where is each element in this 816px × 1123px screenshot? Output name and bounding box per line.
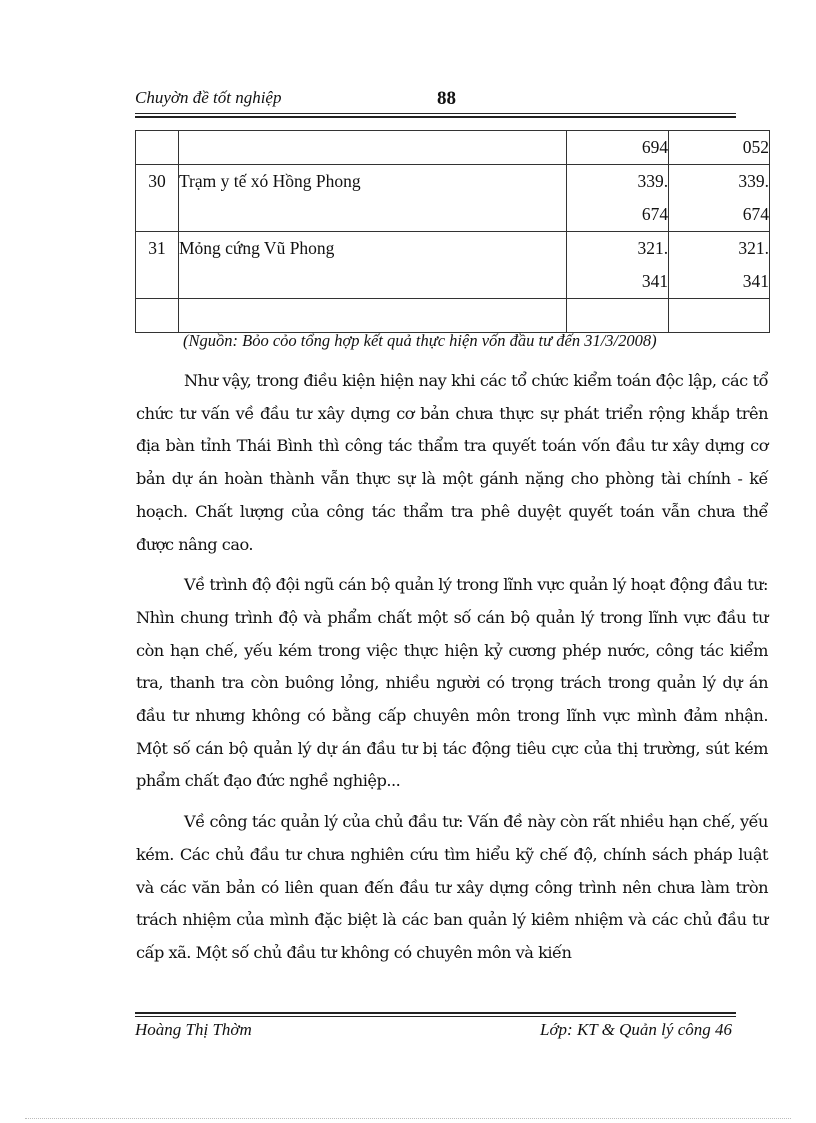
stt-cell <box>136 131 179 165</box>
table-row <box>136 131 770 165</box>
value-cell: 339. 674 <box>567 165 669 232</box>
page-number: 88 <box>437 88 456 109</box>
project-name-cell <box>178 299 566 333</box>
project-name-cell: Mỏng cứng Vũ Phong <box>178 232 566 299</box>
value-cell <box>669 299 770 333</box>
project-name-cell: Trạm y tế xó Hồng Phong <box>178 165 566 232</box>
footer-class: Lớp: KT & Quản lý công 46 <box>540 1020 732 1039</box>
value-cell <box>567 299 669 333</box>
page-edge-divider <box>25 1118 791 1119</box>
paragraph: Về trình độ đội ngũ cán bộ quản lý trong lĩnh vực quản lý hoạt động đầu tư: Nhìn chung trình độ và phẩm chất một số cán bộ quản lý trong lĩnh vực đầu tư còn hạn chế, yếu kém trong việc thực hiện kỷ cương phép nước, công tác kiểm tra, thanh tra còn buông lỏng, nhiều người có trọng trách trong quản lý dự án đầu tư nhưng không có bằng cấp chuyên môn trong lĩnh vực mình đảm nhận. Một số cán bộ quản lý dự án đầu tư bị tác động tiêu cực của thị trường, sút kém phẩm chất đạo đức nghề nghiệp... <box>136 575 768 791</box>
value-cell: 052 <box>669 131 770 165</box>
stt-cell: 30 <box>136 165 179 232</box>
value-cell: 321. 341 <box>567 232 669 299</box>
document-title: Chuyờn đề tốt nghiệp <box>135 88 282 107</box>
table-row <box>136 299 770 333</box>
table-source-note: (Nguồn: Bỏo cỏo tổng hợp kết quả thực hiện vốn đầu tư đến 31/3/2008) <box>183 331 657 350</box>
value-cell: 321. 341 <box>669 232 770 299</box>
stt-cell <box>136 299 179 333</box>
paragraph: Như vậy, trong điều kiện hiện nay khi các tổ chức kiểm toán độc lập, các tổ chức tư vấn về đầu tư xây dựng cơ bản chưa thực sự phát triển rộng khắp trên địa bàn tỉnh Thái Bình thì công tác thẩm tra quyết toán vốn đầu tư xây dựng cơ bản dự án hoàn thành vẫn thực sự là một gánh nặng cho phòng tài chính - kế hoạch. Chất lượng của công tác thẩm tra phê duyệt quyết toán vẫn chưa thể được nâng cao. <box>136 371 768 554</box>
paragraph: Về công tác quản lý của chủ đầu tư: Vấn đề này còn rất nhiều hạn chế, yếu kém. Các chủ đầu tư chưa nghiên cứu tìm hiểu kỹ chế độ, chính sách pháp luật và các văn bản có liên quan đến đầu tư xây dựng công trình nên chưa làm tròn trách nhiệm của mình đặc biệt là các ban quản lý kiêm nhiệm và các chủ đầu tư cấp xã. Một số chủ đầu tư không có chuyên môn và kiến <box>136 812 768 962</box>
table-row <box>136 165 770 232</box>
value-cell: 339. 674 <box>669 165 770 232</box>
project-name-cell <box>178 131 566 165</box>
footer-author: Hoàng Thị Thờm <box>135 1020 252 1039</box>
header-rule-top <box>135 113 736 114</box>
table-row <box>136 232 770 299</box>
stt-cell: 31 <box>136 232 179 299</box>
footer-rule-top <box>135 1012 736 1014</box>
project-table <box>135 130 770 333</box>
footer-rule-bottom <box>135 1016 736 1017</box>
header-rule-bottom <box>135 116 736 118</box>
value-cell: 694 <box>567 131 669 165</box>
body-text <box>136 365 768 978</box>
